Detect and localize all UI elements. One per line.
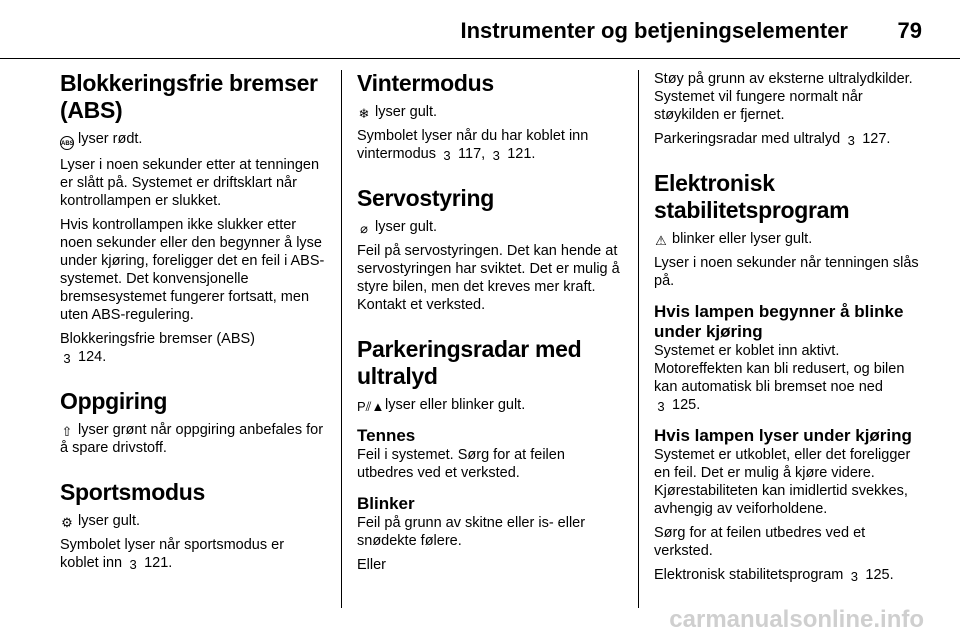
- winter-paragraph: Symbolet lyser når du har koblet inn vintermodus 3 117, 3 121.: [357, 128, 589, 163]
- steering-heading: Servostyring: [357, 185, 495, 211]
- column-3: [654, 70, 924, 606]
- section-parking: [357, 336, 622, 574]
- parking-reference: Parkeringsradar med ultralyd 3 127.: [654, 131, 891, 148]
- esp-reference: Elektronisk stabilitetsprogram 3 125.: [654, 567, 894, 584]
- page-ref-icon: 3: [443, 148, 451, 163]
- section-steering: [357, 185, 622, 314]
- page-number: 79: [897, 18, 922, 43]
- esp-car-skid-icon: ⚠: [655, 233, 667, 248]
- esp-ref-link[interactable]: 125.: [865, 567, 894, 583]
- parking-status: P⫽▲lyser eller blinker gult.: [357, 397, 526, 414]
- page-ref-icon: 3: [129, 557, 137, 572]
- esp-repair-text: Sørg for at feilen utbedres ved et verksted.: [654, 525, 866, 559]
- winter-status: ❄ lyser gult.: [358, 104, 438, 121]
- section-upshift: [60, 388, 325, 457]
- parking-or-text: Eller: [357, 557, 387, 573]
- upshift-status: ⇧ lyser grønt når oppgiring anbefales for å spare drivstoff.: [60, 422, 324, 456]
- noise-paragraph: Støy på grunn av eksterne ultralydkilder. Systemet vil fungere normalt når støykilden er fjernet.: [654, 71, 913, 123]
- abs-warning-icon: ABS: [60, 136, 74, 150]
- steering-wheel-icon: ⌀: [360, 221, 368, 236]
- parking-sensor-icon: P⫽▲: [357, 399, 385, 414]
- winter-ref-link-b[interactable]: 121.: [507, 146, 536, 162]
- abs-status: ABS lyser rødt.: [60, 130, 325, 150]
- page-ref-icon: 3: [63, 351, 71, 366]
- abs-heading: Blokkeringsfrie bremser (ABS): [60, 70, 318, 123]
- watermark: carmanualsonline.info: [669, 606, 924, 633]
- upshift-heading: Oppgiring: [60, 388, 168, 414]
- steering-status: ⌀ lyser gult.: [357, 218, 622, 236]
- esp-paragraph-1: Lyser i noen sekunder når tenningen slås på.: [654, 255, 919, 289]
- parking-lit-text: Feil i systemet. Sørg for at feilen utbedres ved et verksted.: [357, 447, 565, 481]
- page-ref-icon: 3: [492, 148, 500, 163]
- page-ref-icon: 3: [657, 399, 665, 414]
- sport-heading: Sportsmodus: [60, 479, 205, 505]
- section-winter: [357, 70, 622, 163]
- esp-blink-ref-link[interactable]: 125.: [672, 397, 701, 413]
- esp-lit-heading: Hvis lampen lyser under kjøring: [654, 426, 912, 445]
- esp-blink-text: Systemet er koblet inn aktivt. Motoreffekten kan bli redusert, og bilen kan automatisk bli bremset noe ned 3 125.: [654, 343, 905, 414]
- column-1: [60, 70, 325, 606]
- esp-blink-heading: Hvis lampen begynner å blinke under kjøring: [654, 302, 904, 341]
- esp-heading: Elektronisk stabilitetsprogram: [654, 170, 850, 223]
- column-divider-2: [638, 70, 639, 608]
- parking-lit-heading: Tennes: [357, 426, 416, 445]
- esp-status: ⚠ blinker eller lyser gult.: [655, 231, 813, 248]
- page-ref-icon: 3: [850, 569, 859, 584]
- page-title: Instrumenter og betjeningselementer: [460, 18, 848, 43]
- page-ref-icon: 3: [847, 133, 855, 148]
- parking-ref-link[interactable]: 127.: [862, 131, 891, 147]
- snowflake-icon: ❄: [358, 106, 370, 121]
- sport-ref-link[interactable]: 121.: [144, 555, 173, 571]
- parking-heading: Parkeringsradar med ultralyd: [357, 336, 582, 389]
- page-header: [0, 14, 960, 54]
- header-divider: [0, 58, 960, 59]
- column-2: [357, 70, 622, 606]
- parking-blink-heading: Blinker: [357, 494, 415, 513]
- abs-reference: Blokkeringsfrie bremser (ABS) 3 124.: [60, 331, 255, 366]
- section-esp: [654, 170, 924, 584]
- winter-ref-link-a[interactable]: 117,: [458, 146, 486, 162]
- abs-paragraph-2: Hvis kontrollampen ikke slukker etter noen sekunder eller den begynner å lyse under kjøring, foreligger det en feil i ABS-systemet. Det konvensjonelle bremsesystemet fungerer fortsatt, men uten ABS-regulering.: [60, 217, 325, 323]
- esp-lit-text: Systemet er utkoblet, eller det foreligger en feil. Det er mulig å kjøre videre. Kjørestabiliteten kan imidlertid svekkes, avhengig av veiforholdene.: [654, 447, 911, 517]
- abs-ref-link[interactable]: 124.: [78, 349, 107, 365]
- section-abs: [60, 70, 325, 366]
- section-sport: [60, 479, 325, 572]
- parking-blink-text: Feil på grunn av skitne eller is- eller snødekte følere.: [357, 515, 586, 549]
- sport-gear-icon: ⚙: [61, 515, 73, 530]
- column-divider-1: [341, 70, 342, 608]
- upshift-icon: ⇧: [61, 424, 73, 439]
- steering-paragraph: Feil på servostyringen. Det kan hende at servostyringen har sviktet. Det er mulig å styre bilen, men det kreves mer kraft. Kontakt et verksted.: [357, 243, 620, 313]
- sport-status: ⚙ lyser gult.: [61, 513, 141, 530]
- abs-paragraph-1: Lyser i noen sekunder etter at tenningen er slått på. Systemet er driftsklart når kontrollampen er slukket.: [60, 157, 320, 209]
- winter-heading: Vintermodus: [357, 70, 494, 96]
- sport-paragraph: Symbolet lyser når sportsmodus er koblet inn 3 121.: [60, 537, 285, 572]
